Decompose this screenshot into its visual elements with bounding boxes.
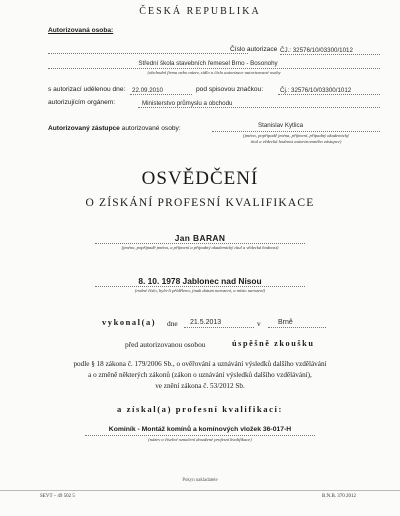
dotted-line	[280, 54, 380, 55]
exam-place: Brně	[278, 319, 293, 326]
holder-birth-caption: (rodné číslo, bylo-li přiděleno, jinak datum narození, a místo narození)	[134, 288, 266, 293]
representative-name: Stanislav Kytlica	[258, 122, 304, 129]
legal-line-1: podle § 18 zákona č. 179/2006 Sb., o ověřování a uznávání výsledků dalšího vzdělávání	[73, 360, 327, 368]
representative-label-rest: autorizované osoby:	[121, 125, 181, 132]
qualification-value: Kominík - Montáž komínů a komínových vložek 36-017-H	[108, 426, 292, 433]
organization-caption: (obchodní firma nebo název, sídlo a číslo autorizace autorizované osoby	[147, 70, 281, 75]
ministry-value: Ministerstvo průmyslu a obchodu	[142, 99, 233, 107]
exam-result: úspěšně zkoušku	[232, 339, 315, 348]
footer-divider	[0, 490, 400, 491]
footer-center-text: Pokyn nakladatele	[182, 478, 218, 483]
file-number-value: Čj.: 32576/10/03300/1012	[280, 86, 352, 94]
representative-caption-1: (jméno, popřípadě jména, příjmení, případný akademický	[243, 133, 349, 138]
file-number-label: pod spisovou značkou:	[196, 86, 264, 93]
qualification-caption: (název a číselné označení dosažené profesní kvalifikace)	[148, 437, 252, 442]
footer-left-code: SEVT – 49 502 5	[40, 494, 75, 499]
holder-name: Jan BARAN	[174, 233, 226, 243]
dotted-line	[130, 94, 192, 95]
dotted-line	[48, 68, 380, 69]
exam-before-text: před autorizovanou osobou	[125, 340, 206, 349]
representative-caption-2: titul a vědecká hodnost autorizovaného zástupce)	[250, 139, 342, 144]
certificate-subtitle: O ZÍSKÁNÍ PROFESNÍ KVALIFIKACE	[85, 197, 315, 209]
dotted-line	[138, 107, 380, 108]
authorization-number-label: Číslo autorizace	[230, 46, 278, 53]
dotted-line	[268, 327, 326, 328]
granted-label: s autorizací udělenou dne:	[48, 86, 126, 93]
dotted-line	[278, 94, 380, 95]
authorization-number-value: ČJ.: 32576/10/03300/1012	[280, 46, 353, 54]
ministry-label: autorizujícím orgánem:	[48, 99, 116, 106]
dotted-line	[95, 286, 305, 287]
country-header: ČESKÁ REPUBLIKA	[139, 6, 261, 17]
organization-name: Střední škola stavebních řemesel Brno - Bosonohy	[138, 60, 278, 67]
holder-birth: 8. 10. 1978 Jablonec nad Nisou	[138, 276, 262, 286]
exam-date-label: dne	[167, 319, 178, 328]
authorized-person-label: Autorizovaná osoba:	[48, 27, 114, 34]
representative-label	[48, 125, 181, 132]
representative-label-bold: Autorizovaný zástupce	[48, 125, 120, 132]
qualification-heading: a získal(a) profesní kvalifikaci:	[116, 404, 284, 414]
holder-name-caption: (jméno, popřípadě jména, a příjmení a případný akademický titul a vědecká hodnost)	[121, 245, 279, 250]
footer-right-code: B.N.B. 370 2012	[322, 494, 357, 499]
granted-date: 22.09.2010	[132, 86, 163, 94]
legal-line-2: a o změně některých zákonů (zákon o uznávání výsledků dalšího vzdělávání),	[88, 371, 312, 379]
legal-line-3: ve znění zákona č. 53/2012 Sb.	[155, 382, 245, 390]
exam-place-label: v	[257, 319, 261, 328]
exam-label: vykonal(a)	[102, 318, 157, 327]
dotted-line	[85, 435, 315, 436]
dotted-line	[48, 53, 248, 54]
dotted-line	[212, 131, 380, 132]
dotted-line	[184, 327, 254, 328]
exam-date: 21.5.2013	[190, 319, 222, 326]
certificate-title: OSVĚDČENÍ	[141, 168, 259, 189]
dotted-line	[95, 243, 305, 244]
